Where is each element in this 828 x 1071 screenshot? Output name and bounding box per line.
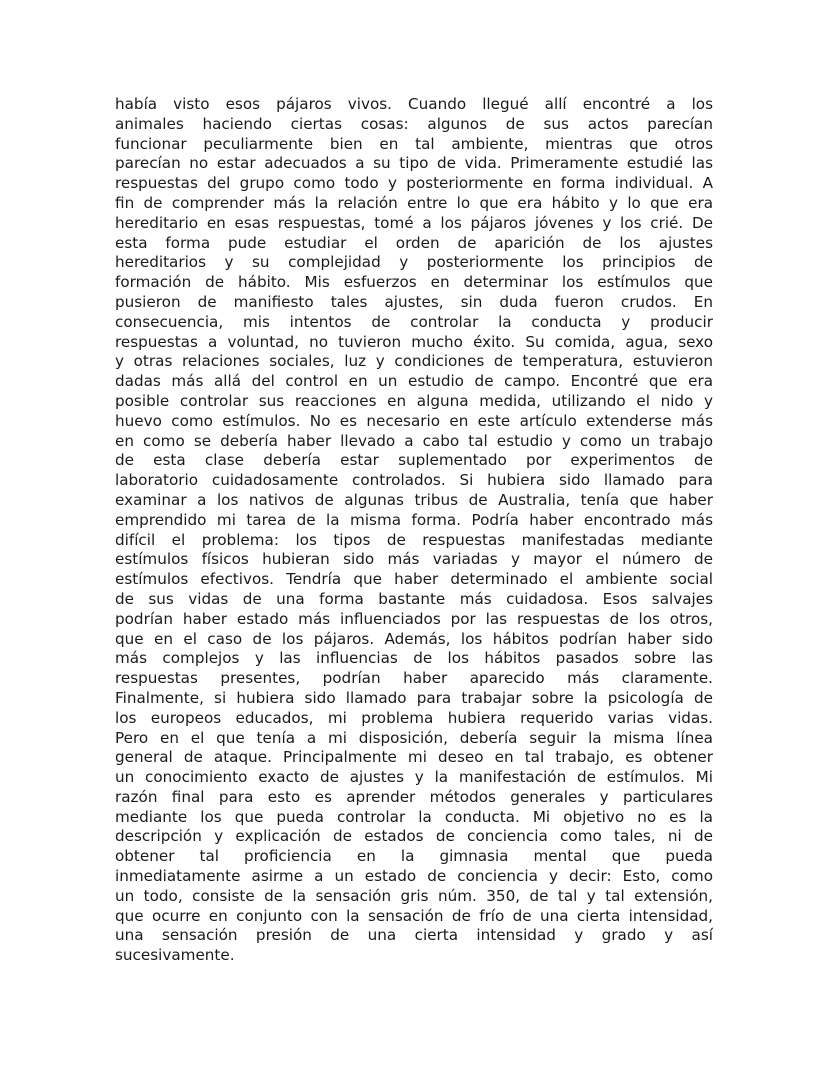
text-line: pusieron de manifiesto tales ajustes, sin duda fueron crudos. En [115,292,713,311]
text-line: difícil el problema: los tipos de respuestas manifestadas mediante [115,530,713,549]
text-line: funcionar peculiarmente bien en tal ambiente, mientras que otros [115,134,713,153]
text-line: estímulos efectivos. Tendría que haber determinado el ambiente social [115,570,713,589]
body-paragraph [115,95,713,966]
text-line: fin de comprender más la relación entre lo que era hábito y lo que era [115,193,713,212]
text-line: de esta clase debería estar suplementado por experimentos de [115,451,713,470]
text-line: emprendido mi tarea de la misma forma. Podría haber encontrado más [115,510,713,529]
text-line: obtener tal proficiencia en la gimnasia mental que pueda [115,847,713,866]
text-line: descripción y explicación de estados de conciencia como tales, ni de [115,827,713,846]
text-line: respuestas del grupo como todo y posteriormente en forma individual. A [115,174,713,193]
text-line: examinar a los nativos de algunas tribus de Australia, tenía que haber [115,490,713,509]
text-line: general de ataque. Principalmente mi deseo en tal trabajo, es obtener [115,748,713,767]
text-line: más complejos y las influencias de los hábitos pasados sobre las [115,649,713,668]
text-line: huevo como estímulos. No es necesario en este artículo extenderse más [115,411,713,430]
text-line: esta forma pude estudiar el orden de aparición de los ajustes [115,233,713,252]
text-line: respuestas a voluntad, no tuvieron mucho éxito. Su comida, agua, sexo [115,332,713,351]
text-line: inmediatamente asirme a un estado de conciencia y decir: Esto, como [115,867,713,886]
text-line: estímulos físicos hubieran sido más variadas y mayor el número de [115,550,713,569]
text-line: laboratorio cuidadosamente controlados. Si hubiera sido llamado para [115,471,713,490]
text-line: respuestas presentes, podrían haber aparecido más claramente. [115,669,713,688]
text-line: mediante los que pueda controlar la conducta. Mi objetivo no es la [115,807,713,826]
text-line: de sus vidas de una forma bastante más cuidadosa. Esos salvajes [115,589,713,608]
text-line: formación de hábito. Mis esfuerzos en determinar los estímulos que [115,273,713,292]
text-line: animales haciendo ciertas cosas: algunos de sus actos parecían [115,114,713,133]
text-line: una sensación presión de una cierta intensidad y grado y así [115,926,713,945]
text-line: en como se debería haber llevado a cabo tal estudio y como un trabajo [115,431,713,450]
text-line: Pero en el que tenía a mi disposición, debería seguir la misma línea [115,728,713,747]
text-line: consecuencia, mis intentos de controlar la conducta y producir [115,312,713,331]
text-line: Finalmente, si hubiera sido llamado para trabajar sobre la psicología de [115,688,713,707]
text-line: parecían no estar adecuados a su tipo de vida. Primeramente estudié las [115,154,713,173]
text-line: posible controlar sus reacciones en alguna medida, utilizando el nido y [115,391,713,410]
text-line: podrían haber estado más influenciados por las respuestas de los otros, [115,609,713,628]
text-line: un todo, consiste de la sensación gris núm. 350, de tal y tal extensión, [115,886,713,905]
text-line: un conocimiento exacto de ajustes y la manifestación de estímulos. Mi [115,768,713,787]
text-line: que en el caso de los pájaros. Además, los hábitos podrían haber sido [115,629,713,648]
text-line: hereditarios y su complejidad y posteriormente los principios de [115,253,713,272]
text-line: dadas más allá del control en un estudio de campo. Encontré que era [115,372,713,391]
text-line: sucesivamente. [115,946,235,965]
text-line: razón final para esto es aprender métodos generales y particulares [115,787,713,806]
text-line: había visto esos pájaros vivos. Cuando llegué allí encontré a los [115,95,713,113]
text-line: hereditario en esas respuestas, tomé a los pájaros jóvenes y los crié. De [115,213,713,232]
text-line: y otras relaciones sociales, luz y condiciones de temperatura, estuvieron [115,352,713,371]
text-line: los europeos educados, mi problema hubiera requerido varias vidas. [115,708,713,727]
text-line: que ocurre en conjunto con la sensación de frío de una cierta intensidad, [115,906,713,925]
